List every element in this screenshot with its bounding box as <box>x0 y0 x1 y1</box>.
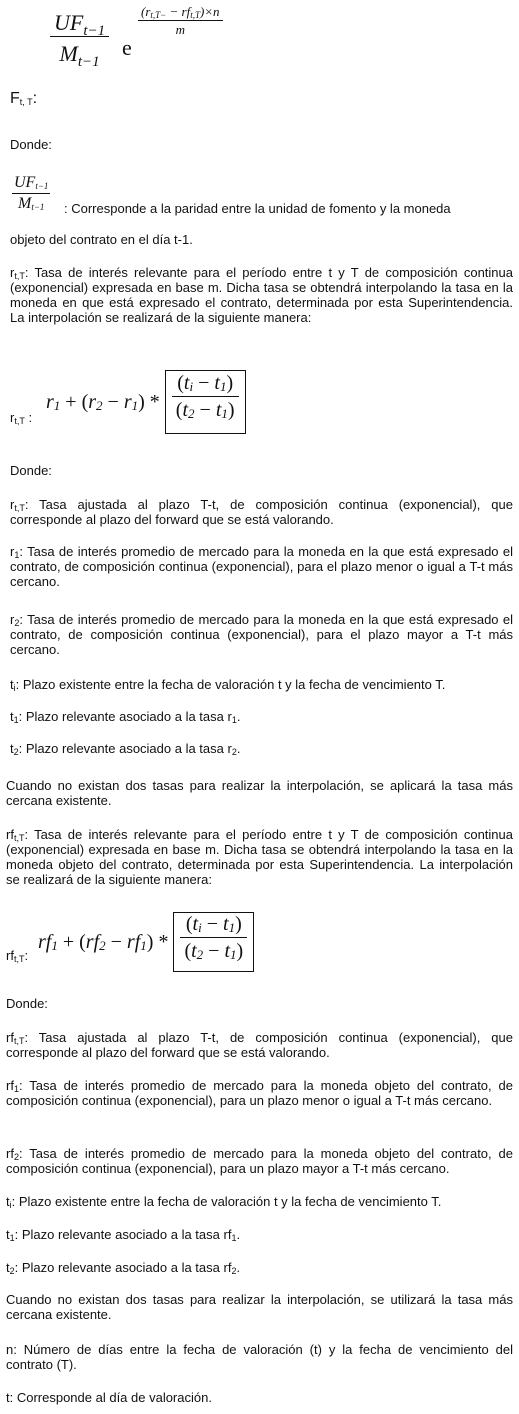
formula-f-label: $F_{t, T}$: <box>10 90 38 107</box>
formula-rf-bracket: $\frac{(t_i - t_1)}{(t_2 - t_1)}$ <box>173 912 254 972</box>
list-item: $r_{t,T}$: Tasa ajustada al plazo T-t, de composición continua (exponencial), que corresponde al plazo del forward que se está valorando. <box>10 497 513 527</box>
no-two-rates-note: Cuando no existan dos tasas para realizar la interpolación, se utilizará la tasa más cercana existente. <box>6 1292 513 1322</box>
list-item: $t_1$: Plazo relevante asociado a la tasa $r_1$. <box>10 709 241 725</box>
list-item: $t_i$: Plazo existente entre la fecha de valoración t y la fecha de vencimiento T. <box>10 677 446 693</box>
r-symbol: r <box>10 265 15 280</box>
list-item: $rf_2$: Tasa de interés promedio de mercado para la moneda objeto del contrato, de composición continua (exponencial), para un plazo mayor a T-t más cercano. <box>6 1146 513 1176</box>
list-item: $rf_{t,T}$: Tasa ajustada al plazo T-t, de composición continua (exponencial), que corresponde al plazo del forward que se está valorando. <box>6 1030 513 1060</box>
formula-f-exponent: $\frac{(r_{t,T-} - rf_{t,T})\times n}{m}$ <box>138 4 223 37</box>
formula-r-label: $r_{t,T}$ : <box>10 410 33 426</box>
list-item: $t_1$: Plazo relevante asociado a la tasa $rf_1$. <box>6 1227 241 1243</box>
no-two-rates-note: Cuando no existan dos tasas para realizar la interpolación, se aplicará la tasa más cercana existente. <box>6 778 513 808</box>
formula-rf: $rf_1 + (rf_2 - rf_1)$ * $\frac{(t_i - t_1)}{(t_2 - t_1)}$ <box>38 910 254 974</box>
list-item: $r_2$: Tasa de interés promedio de mercado para la moneda en la que está expresado el contrato, de composición continua (exponencial), para el plazo mayor a T-t más cercano. <box>10 612 513 657</box>
r-definition: $r_{t,T}$: Tasa de interés relevante para el período entre t y T de composición continua (exponencial) expresada en base m. Dicha tasa se obtendrá interpolando la tasa en la moneda en que está expresado el contrato, determinada por esta Superintendencia. La interpolación se realizará de la siguiente manera: <box>10 265 513 325</box>
formula-f <box>50 8 109 70</box>
formula-r: $r_1 + (r_2 - r_1)$ * $\frac{(t_i - t_1)}{(t_2 - t_1)}$ <box>46 368 246 436</box>
parity-fraction: $\frac{UF_{t-1}}{M_{t-1}}$ <box>14 174 49 212</box>
list-item: $t_2$: Plazo relevante asociado a la tasa $rf_2$. <box>6 1260 241 1276</box>
formula-f-fraction: $\frac{UF_{t-1}}{M_{t-1}}$ <box>50 8 109 67</box>
formula-rf-label: $rf_{t,T}$: <box>6 948 29 964</box>
n-definition: n: Número de días entre la fecha de valoración (t) y la fecha de vencimiento del contrato (T). <box>6 1342 513 1372</box>
list-item: $t_i$: Plazo existente entre la fecha de valoración t y la fecha de vencimiento T. <box>6 1194 442 1210</box>
list-item: $rf_1$: Tasa de interés promedio de mercado para la moneda objeto del contrato, de composición continua (exponencial), para un plazo menor o igual a T-t más cercano. <box>6 1078 513 1108</box>
list-item: $r_1$: Tasa de interés promedio de mercado para la moneda en la que está expresado el contrato, de composición continua (exponencial), para el plazo menor o igual a T-t más cercano. <box>10 544 513 589</box>
list-item: $t_2$: Plazo relevante asociado a la tasa $r_2$. <box>10 741 241 757</box>
rf-symbol: rf <box>6 827 14 842</box>
donde-label: Donde: <box>10 463 52 478</box>
donde-label: Donde: <box>6 996 48 1011</box>
parity-text-cont: objeto del contrato en el día t-1. <box>10 232 193 247</box>
formula-r-bracket: $\frac{(t_i - t_1)}{(t_2 - t_1)}$ <box>165 370 246 434</box>
t-definition: t: Corresponde al día de valoración. <box>6 1390 212 1405</box>
parity-text: : Corresponde a la paridad entre la unidad de fomento y la moneda <box>64 201 451 216</box>
donde-label: Donde: <box>10 137 52 152</box>
formula-f-exp-base: e <box>122 35 132 60</box>
rf-definition: $rf_{t,T}$: Tasa de interés relevante para el período entre t y T de composición continua (exponencial) expresada en base m. Dicha tasa se obtendrá interpolando la tasa en la moneda objeto del contrato, determinada por esta Superintendencia. La interpolación se realizará de la siguiente manera: <box>6 827 513 887</box>
